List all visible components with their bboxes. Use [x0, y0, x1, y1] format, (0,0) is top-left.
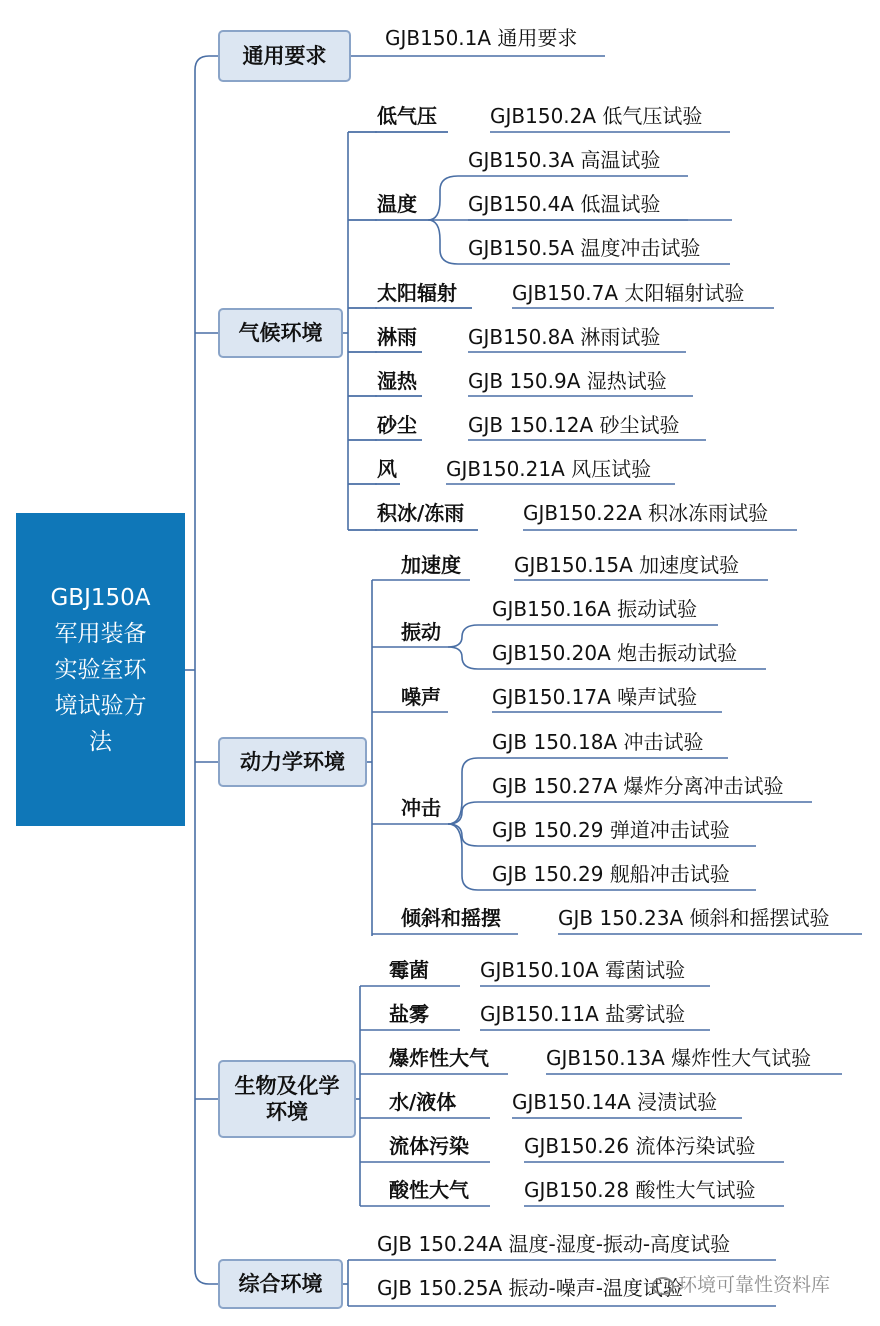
- subgroup-label: 温度: [377, 192, 417, 216]
- leaf-item: GJB150.8A 淋雨试验: [468, 325, 661, 349]
- watermark: 环境可靠性资料库: [652, 1273, 830, 1297]
- subgroup-label: 加速度: [401, 553, 461, 577]
- leaf-item: GJB 150.29 弹道冲击试验: [492, 818, 730, 842]
- subgroup-label: 冲击: [401, 796, 441, 820]
- connector-curve: [448, 802, 492, 824]
- subgroup-label: 淋雨: [377, 325, 417, 349]
- connector-curve: [448, 625, 492, 647]
- leaf-item: GJB 150.9A 湿热试验: [468, 369, 667, 393]
- subgroup-label: 酸性大气: [389, 1178, 469, 1202]
- leaf-item: GJB150.13A 爆炸性大气试验: [546, 1046, 812, 1070]
- connector-curve: [448, 647, 492, 669]
- root-node: [16, 513, 185, 826]
- leaf-item: GJB150.16A 振动试验: [492, 597, 698, 621]
- subgroup-label: 盐雾: [389, 1002, 429, 1026]
- leaf-item: GJB150.4A 低温试验: [468, 192, 661, 216]
- leaf-item: GJB 150.27A 爆炸分离冲击试验: [492, 774, 784, 798]
- leaf-item: GJB 150.23A 倾斜和摇摆试验: [558, 906, 830, 930]
- category-dynamics: 动力学环境: [218, 737, 367, 787]
- subgroup-label: 噪声: [401, 685, 441, 709]
- leaf-item: GJB150.3A 高温试验: [468, 148, 661, 172]
- category-climate: 气候环境: [218, 308, 343, 358]
- leaf-item: GJB150.17A 噪声试验: [492, 685, 698, 709]
- subgroup-label: 湿热: [377, 369, 417, 393]
- connector-curve: [448, 758, 492, 824]
- leaf-item: GJB 150.25A 振动-噪声-温度试验: [377, 1276, 683, 1300]
- leaf-item: GJB150.20A 炮击振动试验: [492, 641, 738, 665]
- root-title: GBJ150A 军用装备 实验室环 境试验方 法: [50, 584, 151, 755]
- leaf-item: GJB150.14A 浸渍试验: [512, 1090, 718, 1114]
- leaf-item: GJB150.21A 风压试验: [446, 457, 652, 481]
- leaf-item: GJB150.11A 盐雾试验: [480, 1002, 686, 1026]
- leaf-item: GJB150.15A 加速度试验: [514, 553, 740, 577]
- leaf-item: GJB150.1A 通用要求: [385, 26, 578, 50]
- subgroup-label: 霉菌: [389, 958, 429, 982]
- connector-curve: [195, 56, 218, 670]
- leaf-item: GJB150.10A 霉菌试验: [480, 958, 686, 982]
- category-general: 通用要求: [218, 30, 351, 82]
- leaf-item: GJB150.22A 积冰冻雨试验: [523, 501, 769, 525]
- connector-curve: [428, 220, 468, 264]
- connector-curve: [428, 176, 468, 220]
- subgroup-label: 风: [377, 457, 397, 481]
- leaf-item: GJB 150.24A 温度-湿度-振动-高度试验: [377, 1232, 731, 1256]
- subgroup-label: 积冰/冻雨: [377, 501, 465, 525]
- connector-curve: [448, 824, 492, 890]
- subgroup-label: 低气压: [377, 104, 437, 128]
- subgroup-label: 流体污染: [389, 1134, 469, 1158]
- leaf-item: GJB150.5A 温度冲击试验: [468, 236, 701, 260]
- subgroup-label: 倾斜和摇摆: [401, 906, 501, 930]
- subgroup-label: 水/液体: [389, 1090, 457, 1114]
- subgroup-label: 爆炸性大气: [389, 1046, 489, 1070]
- leaf-item: GJB 150.29 舰船冲击试验: [492, 862, 730, 886]
- leaf-item: GJB150.2A 低气压试验: [490, 104, 703, 128]
- category-bio-chem: 生物及化学环境: [218, 1060, 356, 1138]
- leaf-item: GJB150.26 流体污染试验: [524, 1134, 756, 1158]
- leaf-item: GJB 150.12A 砂尘试验: [468, 413, 680, 437]
- leaf-item: GJB150.28 酸性大气试验: [524, 1178, 756, 1202]
- wechat-icon: [652, 1277, 674, 1295]
- leaf-item: GJB150.7A 太阳辐射试验: [512, 281, 745, 305]
- category-combined: 综合环境: [218, 1259, 343, 1309]
- leaf-item: GJB 150.18A 冲击试验: [492, 730, 704, 754]
- subgroup-label: 振动: [401, 620, 441, 644]
- subgroup-label: 太阳辐射: [377, 281, 457, 305]
- subgroup-label: 砂尘: [377, 413, 417, 437]
- connector-curve: [448, 824, 492, 846]
